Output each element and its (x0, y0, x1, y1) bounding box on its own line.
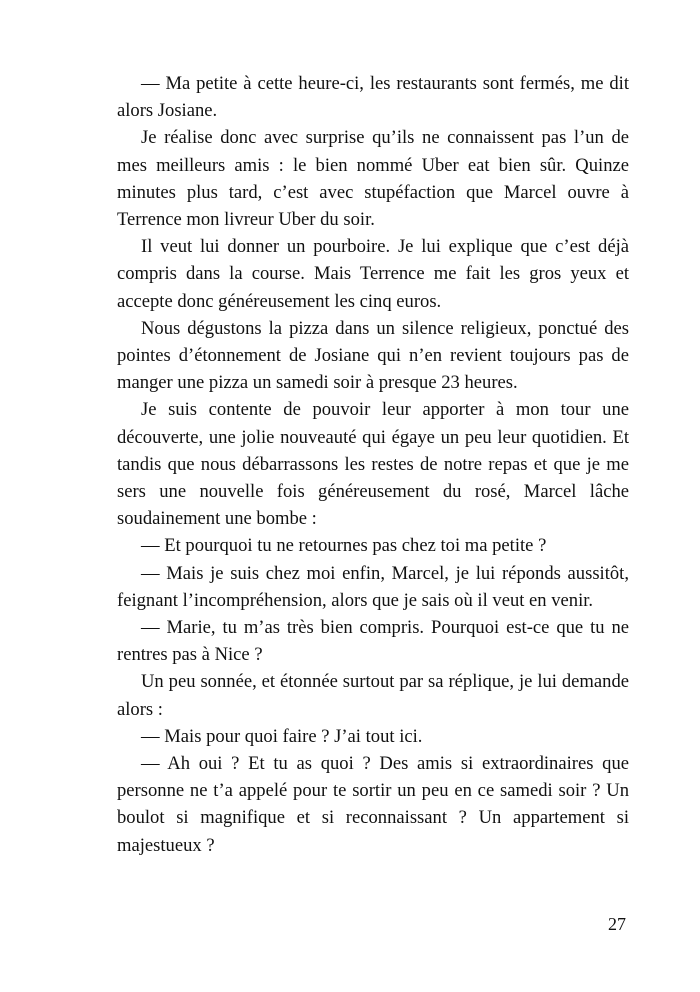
paragraph: Je suis contente de pouvoir leur apporter à mon tour une découverte, une jolie nouveauté qui égaye un peu leur quotidien. Et tandis que nous débarrassons les restes de notre repas et que je me sers une nouvelle fois généreusement du rosé, Marcel lâche soudainement une bombe : (117, 399, 629, 530)
paragraph: Un peu sonnée, et étonnée surtout par sa réplique, je lui demande alors : (117, 671, 629, 720)
paragraph: Nous dégustons la pizza dans un silence religieux, ponctué des pointes d’étonnement de Josiane qui n’en revient toujours pas de manger une pizza un samedi soir à presque 23 heures. (117, 317, 629, 394)
paragraph: — Marie, tu m’as très bien compris. Pourquoi est-ce que tu ne rentres pas à Nice ? (117, 617, 629, 666)
body-text (117, 70, 629, 859)
paragraph: — Et pourquoi tu ne retournes pas chez toi ma petite ? (141, 535, 547, 557)
paragraph: — Mais pour quoi faire ? J’ai tout ici. (141, 725, 423, 747)
page-number: 27 (608, 914, 626, 934)
paragraph: — Mais je suis chez moi enfin, Marcel, je lui réponds aussitôt, feignant l’incompréhension, alors que je sais où il veut en venir. (117, 562, 629, 611)
paragraph: — Ah oui ? Et tu as quoi ? Des amis si extraordinaires que personne ne t’a appelé pour te sortir un peu en ce samedi soir ? Un boulot si magnifique et si reconnaissant ? Un appartement si majestueux ? (117, 753, 629, 856)
paragraph: — Ma petite à cette heure-ci, les restaurants sont fermés, me dit alors Josiane. (117, 73, 629, 122)
paragraph: Il veut lui donner un pourboire. Je lui explique que c’est déjà compris dans la course. Mais Terrence me fait les gros yeux et accepte donc généreusement les cinq euros. (117, 236, 629, 312)
paragraph: Je réalise donc avec surprise qu’ils ne connaissent pas l’un de mes meilleurs amis : le bien nommé Uber eat bien sûr. Quinze minutes plus tard, c’est avec stupéfaction que Marcel ouvre à Terrence mon livreur Uber du soir. (117, 127, 629, 231)
